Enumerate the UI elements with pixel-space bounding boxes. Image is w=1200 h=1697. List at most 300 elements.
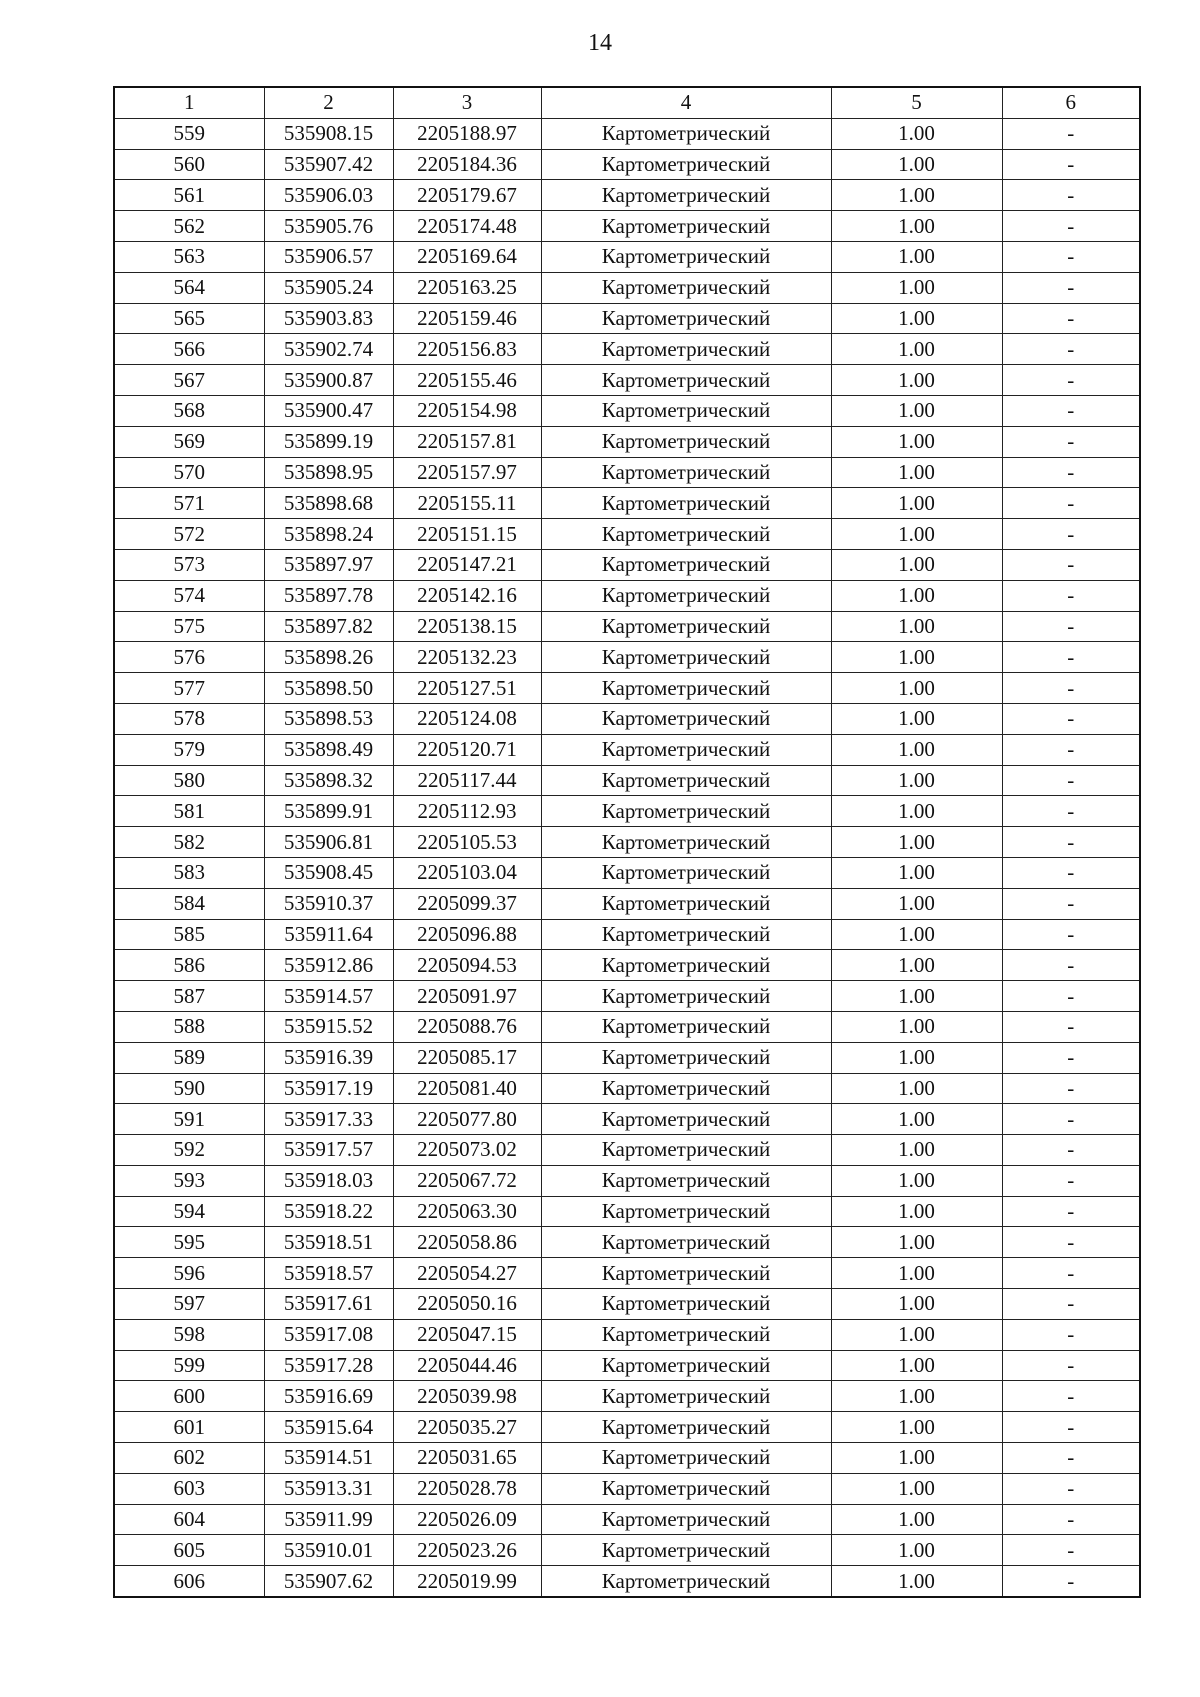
table-row bbox=[114, 827, 1140, 858]
table-cell: Картометрический bbox=[541, 1258, 831, 1289]
table-cell: 567 bbox=[114, 365, 264, 396]
table-row bbox=[114, 1258, 1140, 1289]
table-cell: Картометрический bbox=[541, 1289, 831, 1320]
table-cell: 2205073.02 bbox=[393, 1135, 541, 1166]
table-cell: Картометрический bbox=[541, 1042, 831, 1073]
table-row bbox=[114, 580, 1140, 611]
column-header: 6 bbox=[1002, 87, 1140, 118]
table-cell: 1.00 bbox=[831, 981, 1002, 1012]
table-row bbox=[114, 703, 1140, 734]
table-cell: 1.00 bbox=[831, 1042, 1002, 1073]
table-row bbox=[114, 857, 1140, 888]
table-cell: 1.00 bbox=[831, 673, 1002, 704]
table-cell: - bbox=[1002, 642, 1140, 673]
table-cell: Картометрический bbox=[541, 1227, 831, 1258]
table-cell: 535906.57 bbox=[264, 241, 393, 272]
table-cell: 1.00 bbox=[831, 703, 1002, 734]
table-row bbox=[114, 1412, 1140, 1443]
table-cell: 535907.42 bbox=[264, 149, 393, 180]
table-cell: 582 bbox=[114, 827, 264, 858]
table-cell: Картометрический bbox=[541, 211, 831, 242]
table-row bbox=[114, 241, 1140, 272]
table-cell: 597 bbox=[114, 1289, 264, 1320]
table-cell: 573 bbox=[114, 549, 264, 580]
table-cell: 560 bbox=[114, 149, 264, 180]
table-cell: Картометрический bbox=[541, 549, 831, 580]
table-cell: - bbox=[1002, 395, 1140, 426]
table-cell: 599 bbox=[114, 1350, 264, 1381]
table-row bbox=[114, 981, 1140, 1012]
table-cell: 535898.50 bbox=[264, 673, 393, 704]
table-cell: 590 bbox=[114, 1073, 264, 1104]
table-cell: 1.00 bbox=[831, 149, 1002, 180]
table-cell: - bbox=[1002, 241, 1140, 272]
table-cell: Картометрический bbox=[541, 703, 831, 734]
table-cell: 535898.32 bbox=[264, 765, 393, 796]
table-row bbox=[114, 180, 1140, 211]
table-cell: 535916.69 bbox=[264, 1381, 393, 1412]
table-cell: 535898.53 bbox=[264, 703, 393, 734]
table-row bbox=[114, 1196, 1140, 1227]
table-cell: 535905.76 bbox=[264, 211, 393, 242]
table-cell: 1.00 bbox=[831, 1350, 1002, 1381]
table-cell: Картометрический bbox=[541, 118, 831, 149]
table-cell: 596 bbox=[114, 1258, 264, 1289]
table-row bbox=[114, 1104, 1140, 1135]
table-cell: 562 bbox=[114, 211, 264, 242]
table-cell: 535917.61 bbox=[264, 1289, 393, 1320]
table-cell: - bbox=[1002, 1473, 1140, 1504]
table-row bbox=[114, 549, 1140, 580]
table-row bbox=[114, 888, 1140, 919]
table-cell: 2205063.30 bbox=[393, 1196, 541, 1227]
column-header: 4 bbox=[541, 87, 831, 118]
table-row bbox=[114, 642, 1140, 673]
table-cell: 535917.08 bbox=[264, 1319, 393, 1350]
table-cell: 2205155.11 bbox=[393, 488, 541, 519]
table-cell: 2205155.46 bbox=[393, 365, 541, 396]
table-cell: 2205157.97 bbox=[393, 457, 541, 488]
table-row bbox=[114, 395, 1140, 426]
table-cell: 2205077.80 bbox=[393, 1104, 541, 1135]
table-cell: 1.00 bbox=[831, 426, 1002, 457]
table-cell: Картометрический bbox=[541, 734, 831, 765]
table-cell: 535913.31 bbox=[264, 1473, 393, 1504]
table-cell: Картометрический bbox=[541, 426, 831, 457]
table-cell: - bbox=[1002, 180, 1140, 211]
table-cell: 535897.78 bbox=[264, 580, 393, 611]
table-cell: Картометрический bbox=[541, 1566, 831, 1597]
table-cell: Картометрический bbox=[541, 1135, 831, 1166]
table-cell: 563 bbox=[114, 241, 264, 272]
table-cell: Картометрический bbox=[541, 303, 831, 334]
table-cell: Картометрический bbox=[541, 1011, 831, 1042]
table-cell: - bbox=[1002, 1104, 1140, 1135]
table-cell: 577 bbox=[114, 673, 264, 704]
table-cell: 576 bbox=[114, 642, 264, 673]
table-row bbox=[114, 365, 1140, 396]
table-row bbox=[114, 1443, 1140, 1474]
table-cell: 535917.33 bbox=[264, 1104, 393, 1135]
table-cell: 1.00 bbox=[831, 642, 1002, 673]
table-cell: 559 bbox=[114, 118, 264, 149]
table-cell: Картометрический bbox=[541, 272, 831, 303]
table-cell: 2205112.93 bbox=[393, 796, 541, 827]
table-cell: 2205091.97 bbox=[393, 981, 541, 1012]
table-cell: 535918.57 bbox=[264, 1258, 393, 1289]
table-cell: - bbox=[1002, 1381, 1140, 1412]
table-cell: 1.00 bbox=[831, 1566, 1002, 1597]
table-cell: 535898.24 bbox=[264, 519, 393, 550]
table-cell: 535912.86 bbox=[264, 950, 393, 981]
table-cell: 605 bbox=[114, 1535, 264, 1566]
table-cell: 581 bbox=[114, 796, 264, 827]
table-cell: Картометрический bbox=[541, 765, 831, 796]
table-cell: - bbox=[1002, 950, 1140, 981]
table-row bbox=[114, 457, 1140, 488]
table-cell: - bbox=[1002, 1196, 1140, 1227]
table-cell: 1.00 bbox=[831, 180, 1002, 211]
table-cell: 2205169.64 bbox=[393, 241, 541, 272]
table-body bbox=[114, 118, 1140, 1597]
table-cell: 572 bbox=[114, 519, 264, 550]
table-cell: Картометрический bbox=[541, 1350, 831, 1381]
table-cell: 535918.51 bbox=[264, 1227, 393, 1258]
table-cell: 1.00 bbox=[831, 1104, 1002, 1135]
table-cell: - bbox=[1002, 211, 1140, 242]
table-cell: - bbox=[1002, 1350, 1140, 1381]
table-row bbox=[114, 1381, 1140, 1412]
table-row bbox=[114, 796, 1140, 827]
table-cell: 1.00 bbox=[831, 1227, 1002, 1258]
table-cell: 603 bbox=[114, 1473, 264, 1504]
table-cell: 1.00 bbox=[831, 334, 1002, 365]
table-cell: Картометрический bbox=[541, 1504, 831, 1535]
table-cell: 1.00 bbox=[831, 950, 1002, 981]
table-cell: 580 bbox=[114, 765, 264, 796]
table-cell: 2205039.98 bbox=[393, 1381, 541, 1412]
coordinates-table bbox=[113, 86, 1141, 1598]
table-row bbox=[114, 272, 1140, 303]
table-cell: 2205174.48 bbox=[393, 211, 541, 242]
table-row bbox=[114, 950, 1140, 981]
table-cell: 594 bbox=[114, 1196, 264, 1227]
table-cell: 2205085.17 bbox=[393, 1042, 541, 1073]
table-cell: 535917.28 bbox=[264, 1350, 393, 1381]
table-cell: 535915.64 bbox=[264, 1412, 393, 1443]
table-cell: Картометрический bbox=[541, 981, 831, 1012]
table-cell: - bbox=[1002, 734, 1140, 765]
table-cell: - bbox=[1002, 149, 1140, 180]
table-cell: - bbox=[1002, 303, 1140, 334]
table-cell: 1.00 bbox=[831, 857, 1002, 888]
table-row bbox=[114, 1319, 1140, 1350]
table-cell: Картометрический bbox=[541, 827, 831, 858]
table-cell: Картометрический bbox=[541, 857, 831, 888]
table-cell: Картометрический bbox=[541, 1104, 831, 1135]
table-cell: - bbox=[1002, 1566, 1140, 1597]
table-cell: - bbox=[1002, 580, 1140, 611]
table-cell: 2205179.67 bbox=[393, 180, 541, 211]
table-cell: 535898.68 bbox=[264, 488, 393, 519]
table-cell: 535899.91 bbox=[264, 796, 393, 827]
column-header: 3 bbox=[393, 87, 541, 118]
column-header: 1 bbox=[114, 87, 264, 118]
table-cell: 2205099.37 bbox=[393, 888, 541, 919]
table-cell: 588 bbox=[114, 1011, 264, 1042]
table-cell: - bbox=[1002, 1289, 1140, 1320]
table-cell: 2205047.15 bbox=[393, 1319, 541, 1350]
table-cell: 2205188.97 bbox=[393, 118, 541, 149]
table-cell: - bbox=[1002, 1535, 1140, 1566]
table-cell: 535905.24 bbox=[264, 272, 393, 303]
table-cell: 2205184.36 bbox=[393, 149, 541, 180]
table-cell: - bbox=[1002, 1135, 1140, 1166]
table-row bbox=[114, 919, 1140, 950]
table-cell: - bbox=[1002, 857, 1140, 888]
table-cell: 1.00 bbox=[831, 796, 1002, 827]
table-cell: 589 bbox=[114, 1042, 264, 1073]
table-cell: 570 bbox=[114, 457, 264, 488]
table-cell: Картометрический bbox=[541, 611, 831, 642]
table-cell: 1.00 bbox=[831, 395, 1002, 426]
table-cell: 535918.22 bbox=[264, 1196, 393, 1227]
table-cell: Картометрический bbox=[541, 642, 831, 673]
table-cell: 2205132.23 bbox=[393, 642, 541, 673]
table-cell: Картометрический bbox=[541, 1319, 831, 1350]
table-row bbox=[114, 519, 1140, 550]
table-cell: Картометрический bbox=[541, 457, 831, 488]
table-cell: 535917.19 bbox=[264, 1073, 393, 1104]
table-cell: 2205054.27 bbox=[393, 1258, 541, 1289]
table-cell: 575 bbox=[114, 611, 264, 642]
table-cell: 535911.99 bbox=[264, 1504, 393, 1535]
table-cell: Картометрический bbox=[541, 580, 831, 611]
table-cell: 1.00 bbox=[831, 1381, 1002, 1412]
table-cell: 2205026.09 bbox=[393, 1504, 541, 1535]
table-cell: 535911.64 bbox=[264, 919, 393, 950]
table-cell: 535898.49 bbox=[264, 734, 393, 765]
table-row bbox=[114, 118, 1140, 149]
table-cell: 2205138.15 bbox=[393, 611, 541, 642]
table-cell: - bbox=[1002, 1165, 1140, 1196]
table-cell: 1.00 bbox=[831, 827, 1002, 858]
table-cell: 2205058.86 bbox=[393, 1227, 541, 1258]
table-cell: - bbox=[1002, 1412, 1140, 1443]
table-cell: - bbox=[1002, 611, 1140, 642]
table-cell: 1.00 bbox=[831, 365, 1002, 396]
table-cell: 2205035.27 bbox=[393, 1412, 541, 1443]
table-cell: 535918.03 bbox=[264, 1165, 393, 1196]
table-cell: 535902.74 bbox=[264, 334, 393, 365]
table-row bbox=[114, 1135, 1140, 1166]
table-row bbox=[114, 488, 1140, 519]
table-cell: 1.00 bbox=[831, 1412, 1002, 1443]
table-cell: - bbox=[1002, 919, 1140, 950]
table-cell: - bbox=[1002, 1504, 1140, 1535]
table-cell: 602 bbox=[114, 1443, 264, 1474]
table-cell: 1.00 bbox=[831, 519, 1002, 550]
table-row bbox=[114, 1227, 1140, 1258]
table-cell: 535897.97 bbox=[264, 549, 393, 580]
table-cell: 2205154.98 bbox=[393, 395, 541, 426]
table-cell: 1.00 bbox=[831, 1258, 1002, 1289]
table-cell: 1.00 bbox=[831, 1135, 1002, 1166]
table-cell: 1.00 bbox=[831, 457, 1002, 488]
table-cell: 591 bbox=[114, 1104, 264, 1135]
table-cell: - bbox=[1002, 888, 1140, 919]
table-cell: - bbox=[1002, 1258, 1140, 1289]
table-cell: 1.00 bbox=[831, 1289, 1002, 1320]
table-row bbox=[114, 303, 1140, 334]
table-row bbox=[114, 426, 1140, 457]
table-cell: 1.00 bbox=[831, 241, 1002, 272]
table-cell: Картометрический bbox=[541, 334, 831, 365]
table-cell: 535898.26 bbox=[264, 642, 393, 673]
table-cell: Картометрический bbox=[541, 180, 831, 211]
table-cell: - bbox=[1002, 426, 1140, 457]
table-cell: 561 bbox=[114, 180, 264, 211]
table-row bbox=[114, 673, 1140, 704]
table-cell: 535916.39 bbox=[264, 1042, 393, 1073]
table-cell: - bbox=[1002, 1011, 1140, 1042]
table-cell: 1.00 bbox=[831, 611, 1002, 642]
table-cell: 2205019.99 bbox=[393, 1566, 541, 1597]
table-cell: 2205081.40 bbox=[393, 1073, 541, 1104]
table-cell: 1.00 bbox=[831, 734, 1002, 765]
table-cell: - bbox=[1002, 1042, 1140, 1073]
table-cell: 583 bbox=[114, 857, 264, 888]
table-cell: Картометрический bbox=[541, 796, 831, 827]
table-cell: - bbox=[1002, 334, 1140, 365]
table-cell: 2205103.04 bbox=[393, 857, 541, 888]
table-cell: Картометрический bbox=[541, 395, 831, 426]
table-cell: Картометрический bbox=[541, 149, 831, 180]
table-cell: 2205142.16 bbox=[393, 580, 541, 611]
table-cell: 2205096.88 bbox=[393, 919, 541, 950]
table-cell: 1.00 bbox=[831, 1165, 1002, 1196]
table-row bbox=[114, 1566, 1140, 1597]
table-cell: 2205044.46 bbox=[393, 1350, 541, 1381]
table-cell: - bbox=[1002, 1443, 1140, 1474]
table-row bbox=[114, 334, 1140, 365]
table-cell: 579 bbox=[114, 734, 264, 765]
table-cell: 592 bbox=[114, 1135, 264, 1166]
table-row bbox=[114, 1042, 1140, 1073]
table-cell: - bbox=[1002, 118, 1140, 149]
table-cell: 2205127.51 bbox=[393, 673, 541, 704]
table-row bbox=[114, 1504, 1140, 1535]
table-row bbox=[114, 611, 1140, 642]
table-cell: 2205023.26 bbox=[393, 1535, 541, 1566]
table-cell: Картометрический bbox=[541, 1473, 831, 1504]
table-cell: 604 bbox=[114, 1504, 264, 1535]
table-cell: 2205088.76 bbox=[393, 1011, 541, 1042]
table-cell: 535914.57 bbox=[264, 981, 393, 1012]
table-cell: 1.00 bbox=[831, 1011, 1002, 1042]
table-cell: 586 bbox=[114, 950, 264, 981]
table-row bbox=[114, 149, 1140, 180]
table-cell: 1.00 bbox=[831, 549, 1002, 580]
table-cell: 535897.82 bbox=[264, 611, 393, 642]
table-cell: - bbox=[1002, 457, 1140, 488]
table-cell: Картометрический bbox=[541, 1196, 831, 1227]
table-cell: - bbox=[1002, 488, 1140, 519]
table-cell: 1.00 bbox=[831, 303, 1002, 334]
table-cell: 595 bbox=[114, 1227, 264, 1258]
table-cell: 2205151.15 bbox=[393, 519, 541, 550]
table-row bbox=[114, 1473, 1140, 1504]
table-cell: 2205028.78 bbox=[393, 1473, 541, 1504]
table-cell: 598 bbox=[114, 1319, 264, 1350]
table-cell: 1.00 bbox=[831, 1473, 1002, 1504]
table-cell: Картометрический bbox=[541, 365, 831, 396]
table-cell: - bbox=[1002, 765, 1140, 796]
table-cell: Картометрический bbox=[541, 919, 831, 950]
table-cell: 1.00 bbox=[831, 488, 1002, 519]
table-cell: 535900.87 bbox=[264, 365, 393, 396]
table-cell: 1.00 bbox=[831, 1535, 1002, 1566]
page-number: 14 bbox=[588, 30, 612, 56]
table-row bbox=[114, 1073, 1140, 1104]
table-cell: 1.00 bbox=[831, 118, 1002, 149]
table-cell: 2205147.21 bbox=[393, 549, 541, 580]
table-row bbox=[114, 211, 1140, 242]
table-cell: 2205120.71 bbox=[393, 734, 541, 765]
table-cell: Картометрический bbox=[541, 1412, 831, 1443]
table-cell: 565 bbox=[114, 303, 264, 334]
table-cell: 1.00 bbox=[831, 888, 1002, 919]
table-row bbox=[114, 1011, 1140, 1042]
table-cell: 1.00 bbox=[831, 272, 1002, 303]
table-cell: 535906.03 bbox=[264, 180, 393, 211]
table-cell: 535910.01 bbox=[264, 1535, 393, 1566]
table-cell: 535908.15 bbox=[264, 118, 393, 149]
table-cell: 535910.37 bbox=[264, 888, 393, 919]
table-cell: Картометрический bbox=[541, 241, 831, 272]
table-cell: 535917.57 bbox=[264, 1135, 393, 1166]
table-cell: 1.00 bbox=[831, 919, 1002, 950]
table-cell: Картометрический bbox=[541, 950, 831, 981]
table-row bbox=[114, 1350, 1140, 1381]
table-cell: 535907.62 bbox=[264, 1566, 393, 1597]
table-cell: 584 bbox=[114, 888, 264, 919]
column-header: 5 bbox=[831, 87, 1002, 118]
table-cell: 564 bbox=[114, 272, 264, 303]
table-cell: - bbox=[1002, 365, 1140, 396]
table-cell: 2205067.72 bbox=[393, 1165, 541, 1196]
table-cell: 535915.52 bbox=[264, 1011, 393, 1042]
table-row bbox=[114, 1535, 1140, 1566]
table-cell: Картометрический bbox=[541, 488, 831, 519]
table-cell: Картометрический bbox=[541, 519, 831, 550]
table-cell: 1.00 bbox=[831, 1196, 1002, 1227]
table-cell: 569 bbox=[114, 426, 264, 457]
table-cell: - bbox=[1002, 673, 1140, 704]
table-cell: - bbox=[1002, 1227, 1140, 1258]
table-cell: 571 bbox=[114, 488, 264, 519]
table-cell: 535899.19 bbox=[264, 426, 393, 457]
table-cell: 587 bbox=[114, 981, 264, 1012]
table-cell: 2205156.83 bbox=[393, 334, 541, 365]
table-cell: - bbox=[1002, 272, 1140, 303]
table-cell: 1.00 bbox=[831, 1319, 1002, 1350]
table-cell: Картометрический bbox=[541, 1535, 831, 1566]
table-cell: 1.00 bbox=[831, 580, 1002, 611]
table-row bbox=[114, 734, 1140, 765]
table-cell: - bbox=[1002, 549, 1140, 580]
table-cell: - bbox=[1002, 981, 1140, 1012]
